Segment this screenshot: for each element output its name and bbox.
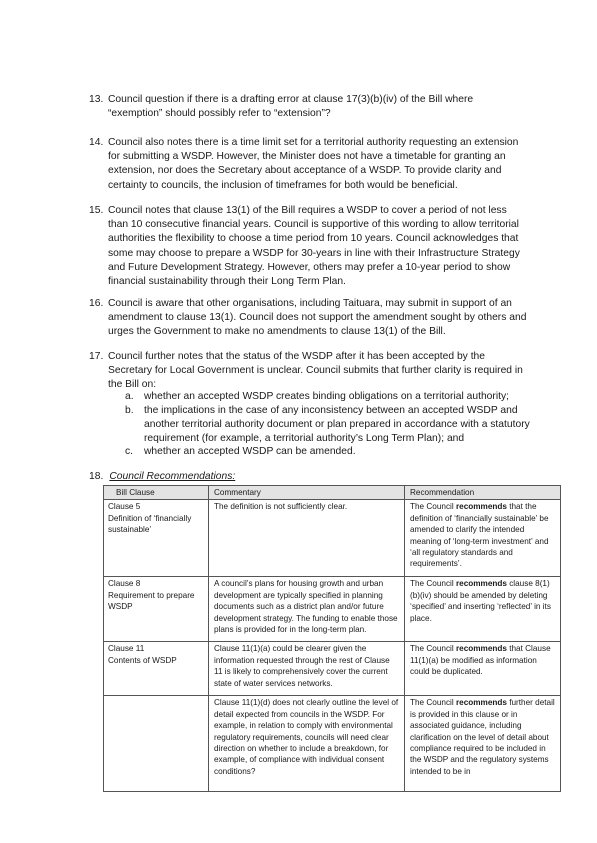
paragraph-number: 14.	[89, 137, 104, 148]
sub-item-text: the implications in the case of any inconsistency between an accepted WSDP and another territorial authority document or plan prepared in accordance with a statutory requirement (for example, a territorial authority’s Long Term Plan); and	[144, 405, 530, 445]
sub-item-letter: c.	[125, 446, 134, 457]
recommendation-prefix: The Council	[410, 502, 456, 512]
recommendations-heading	[89, 470, 235, 484]
commentary-cell: A council’s plans for housing growth and urban development are typically specified in planning documents such as a district plan and/or future development strategy. The funding to enable those plans is provided for in the long-term plan.	[209, 577, 405, 642]
sub-item-a	[125, 390, 533, 404]
recommendation-keyword: recommends	[455, 502, 507, 512]
header-bill-clause: Bill Clause	[104, 486, 209, 500]
paragraph-number: 13.	[89, 94, 104, 105]
header-recommendation: Recommendation	[405, 486, 561, 500]
paragraph-number: 15.	[89, 205, 104, 216]
sub-item-letter: a.	[125, 391, 134, 402]
paragraph-13	[89, 93, 529, 121]
sub-item-text: whether an accepted WSDP can be amended.	[144, 446, 356, 457]
table-row	[104, 500, 561, 577]
table-row	[104, 577, 561, 642]
paragraph-number: 17.	[89, 351, 104, 362]
recommendations-table	[103, 485, 561, 792]
table-row	[104, 642, 561, 696]
header-commentary: Commentary	[209, 486, 405, 500]
clause-description: Requirement to prepare WSDP	[108, 590, 195, 612]
table-header-row	[104, 486, 561, 500]
clause-cell	[104, 500, 209, 577]
recommendation-text: that Clause 11(1)(a) be modified as information could be duplicated.	[410, 644, 551, 677]
recommendation-cell	[405, 500, 561, 577]
paragraph-15	[89, 204, 529, 289]
recommendation-text: further detail is provided in this clause or in associated guidance, including clarification on the level of detail about compliance required to be included in the WSDP and the regulatory systems intended to be in	[410, 698, 555, 776]
clause-cell	[104, 577, 209, 642]
paragraph-text: Council question if there is a drafting error at clause 17(3)(b)(iv) of the Bill where “exemption” should possibly refer to “extension”?	[108, 94, 474, 120]
clause-cell	[104, 696, 209, 792]
sub-item-b	[125, 404, 533, 447]
clause-cell	[104, 642, 209, 696]
recommendation-keyword: recommends	[455, 698, 507, 708]
paragraph-text: Council notes that clause 13(1) of the Bill requires a WSDP to cover a period of not less than 10 consecutive financial years. Council is supportive of this wording to allow territorial authorities the flexibility to choose a time period from 10 years. Council acknowledges that some may choose to prepare a WSDP for 30-years in line with their Infrastructure Strategy and Future Development Strategy. However, others may prefer a 10-year period to show financial sustainability through their Long Term Plan.	[108, 205, 520, 288]
paragraph-text: Council also notes there is a time limit set for a territorial authority requesting an extension for submitting a WSDP. However, the Minister does not have a timetable for granting an extension, nor does the Secretary about acceptance of a WSDP. To provide clarity and certainty to councils, the inclusion of timeframes for both would be beneficial.	[108, 137, 519, 191]
paragraph-14	[89, 136, 529, 193]
paragraph-text: Council further notes that the status of the WSDP after it has been accepted by the Secretary for Local Government is unclear. Council submits that further clarity is required in the Bill on:	[108, 351, 523, 391]
clause-number: Clause 5	[108, 502, 141, 512]
commentary-cell: The definition is not sufficiently clear.	[209, 500, 405, 577]
recommendation-keyword: recommends	[455, 644, 507, 654]
recommendation-body	[410, 697, 555, 787]
recommendation-text: that the definition of ‘financially sustainable’ be amended to clarify the intended meaning of ‘long-term investment’ and ‘all regulatory standards and requirements’.	[410, 502, 549, 569]
sub-item-text: whether an accepted WSDP creates binding obligations on a territorial authority;	[144, 391, 509, 402]
recommendations-title: Council Recommendations:	[109, 471, 236, 482]
paragraph-17	[89, 350, 529, 393]
clause-number: Clause 11	[108, 644, 145, 654]
recommendation-cell	[405, 642, 561, 696]
clause-description: Definition of ‘financially sustainable’	[108, 513, 192, 535]
recommendation-text: clause 8(1)(b)(iv) should be amended by deleting ‘specified’ and inserting ‘reflected’ in its place.	[410, 579, 551, 623]
paragraph-number: 18.	[89, 471, 104, 482]
recommendation-cell	[405, 577, 561, 642]
sub-item-letter: b.	[125, 405, 134, 416]
paragraph-16	[89, 297, 529, 340]
commentary-text: Clause 11(1)(d) does not clearly outline the level of detail expected from councils in the WSDP. For example, in relation to comply with environmental regulatory requirements, councils will need clear direction on whether to include a breakdown, for example, of compliance with individual consent conditions?	[214, 698, 399, 776]
recommendation-prefix: The Council	[410, 579, 456, 589]
commentary-cell: Clause 11(1)(a) could be clearer given the information requested through the rest of Clause 11 is likely to comprehensively cover the current state of water services networks.	[209, 642, 405, 696]
table-row	[104, 696, 561, 792]
recommendation-prefix: The Council	[410, 698, 456, 708]
commentary-cell	[209, 696, 405, 792]
sub-item-c	[125, 445, 533, 459]
paragraph-text: Council is aware that other organisations, including Taituara, may submit in support of an amendment to clause 13(1). Council does not support the amendment sought by others and urges the Government to make no amendments to clause 13(1) of the Bill.	[108, 298, 527, 338]
clause-number: Clause 8	[108, 579, 141, 589]
recommendation-prefix: The Council	[410, 644, 456, 654]
recommendation-cell	[405, 696, 561, 792]
recommendation-keyword: recommends	[455, 579, 507, 589]
clause-description: Contents of WSDP	[108, 655, 177, 665]
paragraph-number: 16.	[89, 298, 104, 309]
